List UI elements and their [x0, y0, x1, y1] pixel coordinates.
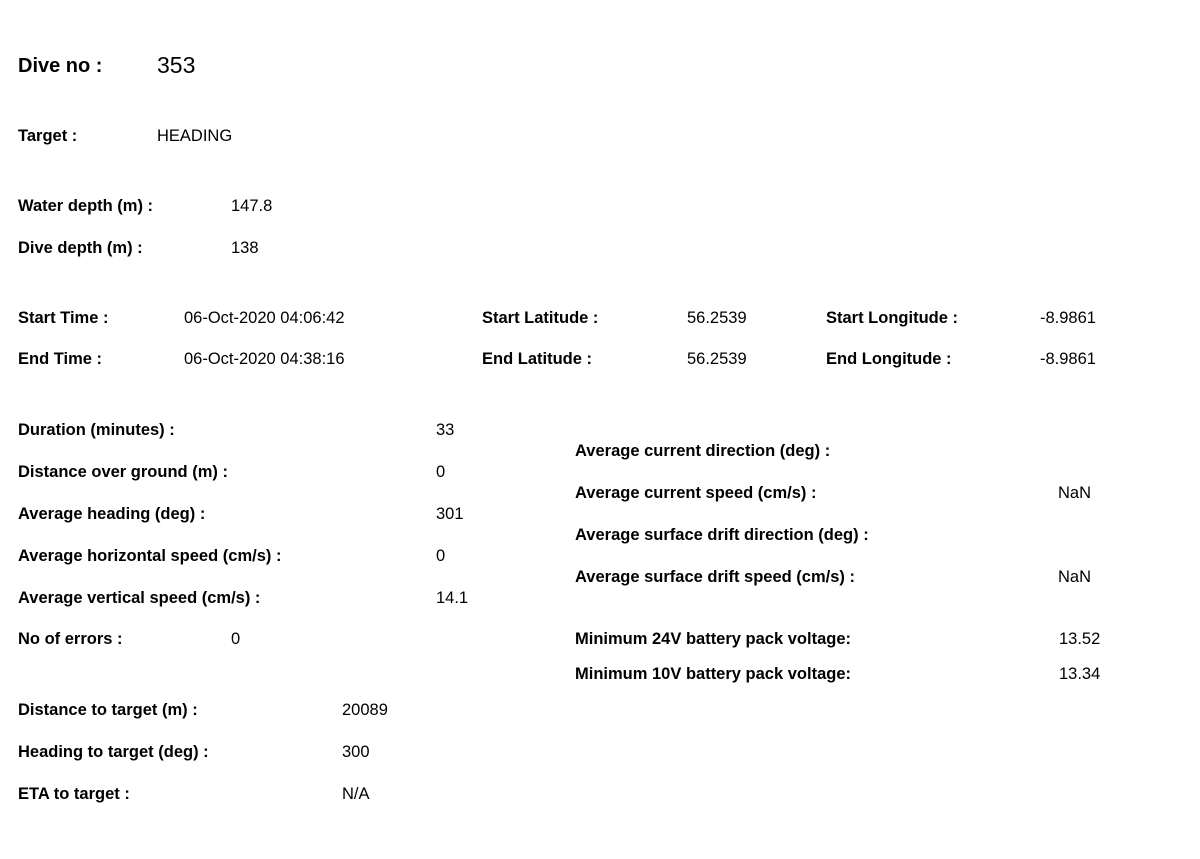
end-time-value: 06-Oct-2020 04:38:16: [184, 350, 345, 368]
dive-depth-value: 138: [231, 239, 259, 257]
heading-to-target-value: 300: [342, 743, 370, 761]
end-latitude-value: 56.2539: [687, 350, 747, 368]
errors-label: No of errors :: [18, 630, 123, 648]
eta-to-target-label: ETA to target :: [18, 785, 130, 803]
dive-no-label: Dive no :: [18, 55, 103, 77]
duration-label: Duration (minutes) :: [18, 421, 175, 439]
battery-24v-value: 13.52: [1059, 630, 1101, 648]
average-surface-drift-speed-value: NaN: [1058, 568, 1092, 586]
end-time-label: End Time :: [18, 350, 103, 368]
distance-to-target-label: Distance to target (m) :: [18, 701, 198, 719]
dive-depth-label: Dive depth (m) :: [18, 239, 143, 257]
start-longitude-label: Start Longitude :: [826, 309, 958, 327]
average-horizontal-speed-label: Average horizontal speed (cm/s) :: [18, 547, 282, 565]
average-current-speed-label: Average current speed (cm/s) :: [575, 484, 817, 502]
distance-to-target-value: 20089: [342, 701, 388, 719]
start-longitude-value: -8.9861: [1040, 309, 1096, 327]
start-time-value: 06-Oct-2020 04:06:42: [184, 309, 345, 327]
average-current-direction-label: Average current direction (deg) :: [575, 442, 831, 460]
battery-24v-label: Minimum 24V battery pack voltage:: [575, 630, 851, 648]
average-vertical-speed-label: Average vertical speed (cm/s) :: [18, 589, 261, 607]
dive-no-value: 353: [157, 52, 196, 78]
distance-over-ground-label: Distance over ground (m) :: [18, 463, 228, 481]
distance-over-ground-value: 0: [436, 463, 446, 481]
heading-to-target-label: Heading to target (deg) :: [18, 743, 209, 761]
average-heading-label: Average heading (deg) :: [18, 505, 206, 523]
average-horizontal-speed-value: 0: [436, 547, 446, 565]
start-latitude-label: Start Latitude :: [482, 309, 599, 327]
errors-value: 0: [231, 630, 241, 648]
average-current-speed-value: NaN: [1058, 484, 1092, 502]
target-label: Target :: [18, 127, 78, 145]
average-vertical-speed-value: 14.1: [436, 589, 469, 607]
battery-10v-value: 13.34: [1059, 665, 1101, 683]
water-depth-label: Water depth (m) :: [18, 197, 154, 215]
average-heading-value: 301: [436, 505, 464, 523]
target-value: HEADING: [157, 127, 233, 145]
start-time-label: Start Time :: [18, 309, 109, 327]
duration-value: 33: [436, 421, 455, 439]
average-surface-drift-direction-label: Average surface drift direction (deg) :: [575, 526, 869, 544]
end-longitude-value: -8.9861: [1040, 350, 1096, 368]
end-latitude-label: End Latitude :: [482, 350, 592, 368]
water-depth-value: 147.8: [231, 197, 273, 215]
eta-to-target-value: N/A: [342, 785, 370, 803]
battery-10v-label: Minimum 10V battery pack voltage:: [575, 665, 851, 683]
average-surface-drift-speed-label: Average surface drift speed (cm/s) :: [575, 568, 855, 586]
end-longitude-label: End Longitude :: [826, 350, 952, 368]
start-latitude-value: 56.2539: [687, 309, 747, 327]
